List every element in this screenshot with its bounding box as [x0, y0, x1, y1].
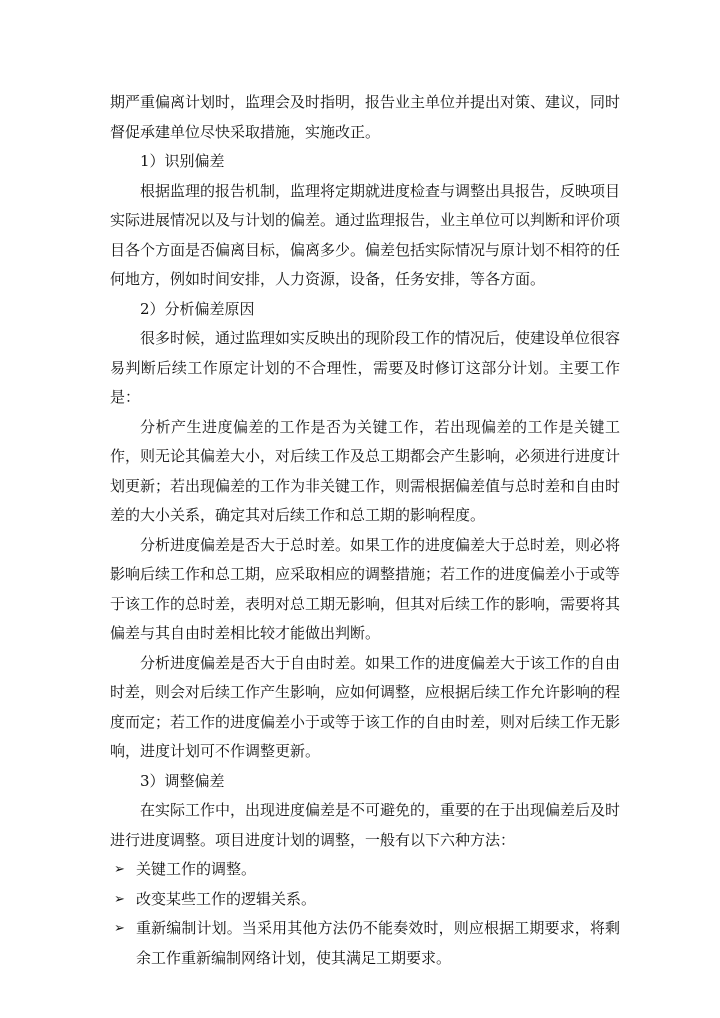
arrow-bullet-icon: ➢: [114, 921, 125, 936]
paragraph-total-float: 分析进度偏差是否大于总时差。如果工作的进度偏差大于总时差，则必将影响后续工作和总工期，应采取相应的调整措施；若工作的进度偏差小于或等于该工作的总时差，表明对总工期无影响，但其对后续工作的影响，需要将其偏差与其自由时差相比较才能做出判断。: [110, 535, 621, 642]
document-page: [110, 88, 620, 973]
paragraph-adjust-intro: 在实际工作中，出现进度偏差是不可避免的，重要的在于出现偏差后及时进行进度调整。项目进度计划的调整，一般有以下六种方法：: [110, 801, 621, 849]
heading-analyze-cause: 2）分析偏差原因: [140, 299, 255, 318]
paragraph-continuation: 期严重偏离计划时，监理会及时指明，报告业主单位并提出对策、建议，同时督促承建单位尽快采取措施，实施改正。: [110, 93, 621, 141]
heading-identify-deviation: 1）识别偏差: [140, 152, 225, 170]
list-item-text: 改变某些工作的逻辑关系。: [136, 889, 317, 908]
heading-adjust-deviation: 3）调整偏差: [140, 771, 225, 790]
paragraph-analyze-intro: 很多时候，通过监理如实反映出的现阶段工作的情况后，使建设单位很容易判断后续工作原定计划的不合理性，需要及时修订这部分计划。主要工作是：: [110, 329, 621, 406]
list-item: [110, 855, 620, 885]
arrow-bullet-icon: ➢: [114, 862, 125, 877]
paragraph-identify-deviation: 根据监理的报告机制，监理将定期就进度检查与调整出具报告，反映项目实际进展情况以及与计划的偏差。通过监理报告，业主单位可以判断和评价项目各个方面是否偏离目标，偏离多少。偏差包括实际情况与原计划不相符的任何地方，例如时间安排，人力资源，设备，任务安排，等各方面。: [110, 181, 621, 288]
list-item: [110, 885, 620, 915]
paragraph-free-float: 分析进度偏差是否大于自由时差。如果工作的进度偏差大于该工作的自由时差，则会对后续工作产生影响，应如何调整，应根据后续工作允许影响的程度而定；若工作的进度偏差小于或等于该工作的自由时差，则对后续工作无影响，进度计划可不作调整更新。: [110, 653, 621, 760]
list-item-text: 关键工作的调整。: [136, 860, 257, 878]
paragraph-critical-work: 分析产生进度偏差的工作是否为关键工作，若出现偏差的工作是关键工作，则无论其偏差大小，对后续工作及总工期都会产生影响，必须进行进度计划更新；若出现偏差的工作为非关键工作，则需根据偏差值与总时差和自由时差的大小关系，确定其对后续工作和总工期的影响程度。: [110, 417, 621, 524]
list-item-text: 重新编制计划。当采用其他方法仍不能奏效时，则应根据工期要求，将剩余工作重新编制网络计划，使其满足工期要求。: [136, 919, 620, 967]
arrow-bullet-icon: ➢: [114, 891, 125, 907]
list-item: [110, 914, 620, 973]
